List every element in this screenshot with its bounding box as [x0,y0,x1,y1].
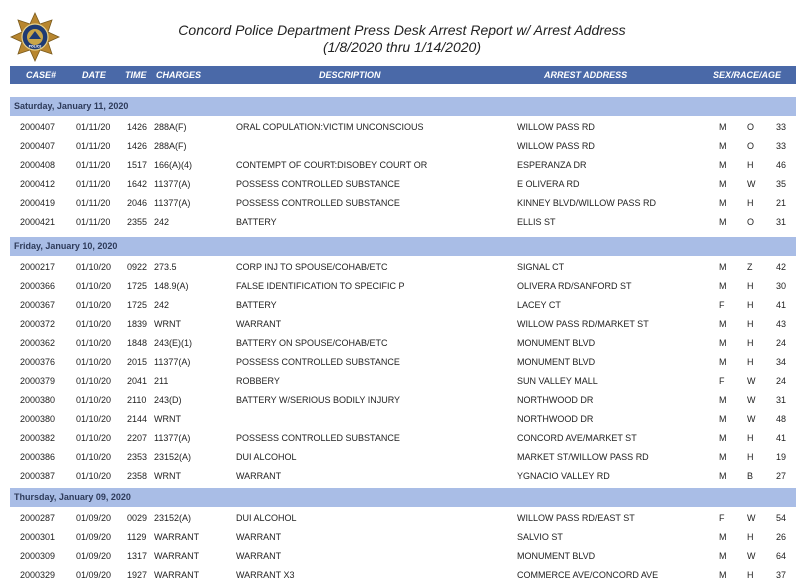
table-row [10,411,796,430]
arrest-time: 1642 [127,179,148,189]
arrest-address: YGNACIO VALLEY RD [517,471,610,481]
race: H [747,300,754,310]
age: 43 [776,319,787,329]
charge-code: 166(A)(4) [154,160,193,170]
arrest-address: WILLOW PASS RD [517,141,595,151]
col-sex-race-age: SEX/RACE/AGE [713,70,782,80]
case-number: 2000407 [20,122,56,132]
table-row [10,297,796,316]
charge-description: WARRANT [236,319,282,329]
arrest-time: 1725 [127,281,148,291]
charge-description: CORP INJ TO SPOUSE/COHAB/ETC [236,262,388,272]
table-row [10,567,796,586]
arrest-time: 1839 [127,319,148,329]
charge-code: 243(D) [154,395,182,405]
age: 34 [776,357,787,367]
arrest-date: 01/10/20 [76,395,112,405]
charge-description: BATTERY [236,217,277,227]
race: W [747,179,756,189]
sex: M [719,281,727,291]
sex: M [719,452,727,462]
arrest-time: 1317 [127,551,148,561]
section-saturday [10,84,796,233]
charge-code: 11377(A) [154,433,191,443]
arrest-date: 01/09/20 [76,513,112,523]
arrest-date: 01/10/20 [76,357,112,367]
arrest-time: 2046 [127,198,148,208]
sex: F [719,513,725,523]
arrest-time: 1517 [127,160,148,170]
arrest-time: 2110 [127,395,147,405]
table-row [10,259,796,278]
arrest-address: COMMERCE AVE/CONCORD AVE [517,570,659,580]
arrest-date: 01/11/20 [76,198,111,208]
charge-code: WRNT [154,471,181,481]
table-row [10,119,796,138]
race: W [747,513,756,523]
arrest-address: OLIVERA RD/SANFORD ST [517,281,632,291]
charge-description: POSSESS CONTROLLED SUBSTANCE [236,179,400,189]
col-description: DESCRIPTION [319,70,381,80]
section-friday [10,224,796,487]
case-number: 2000329 [20,570,56,580]
charge-code: 148.9(A) [154,281,189,291]
table-row [10,430,796,449]
age: 26 [776,532,787,542]
arrest-address: CONCORD AVE/MARKET ST [517,433,637,443]
arrest-date: 01/10/20 [76,262,112,272]
age: 33 [776,122,787,132]
section-rows [10,119,796,233]
race: H [747,532,754,542]
table-row [10,373,796,392]
race: H [747,160,754,170]
charge-description: BATTERY ON SPOUSE/COHAB/ETC [236,338,388,348]
age: 27 [776,471,787,481]
charge-description: WARRANT [236,471,282,481]
arrest-time: 2358 [127,471,148,481]
sex: M [719,262,727,272]
table-row [10,138,796,157]
age: 21 [776,198,787,208]
race: W [747,551,756,561]
sex: M [719,357,727,367]
charge-code: 288A(F) [154,141,187,151]
race: H [747,281,754,291]
section-rows [10,510,796,586]
charge-description: POSSESS CONTROLLED SUBSTANCE [236,433,400,443]
arrest-address: NORTHWOOD DR [517,414,594,424]
case-number: 2000372 [20,319,56,329]
arrest-date: 01/09/20 [76,551,112,561]
arrest-time: 0029 [127,513,148,523]
arrest-address: MONUMENT BLVD [517,338,596,348]
age: 42 [776,262,787,272]
case-number: 2000412 [20,179,56,189]
col-case: CASE# [26,70,57,80]
age: 30 [776,281,787,291]
case-number: 2000309 [20,551,56,561]
arrest-address: WILLOW PASS RD/EAST ST [517,513,635,523]
section-heading: Thursday, January 09, 2020 [10,488,796,507]
case-number: 2000376 [20,357,56,367]
charge-description: POSSESS CONTROLLED SUBSTANCE [236,198,400,208]
col-time: TIME [125,70,147,80]
charge-code: 288A(F) [154,122,187,132]
age: 31 [776,395,787,405]
case-number: 2000407 [20,141,56,151]
charge-description: FALSE IDENTIFICATION TO SPECIFIC P [236,281,405,291]
arrest-date: 01/10/20 [76,433,112,443]
charge-code: 23152(A) [154,452,192,462]
charge-code: WARRANT [154,551,200,561]
charge-code: 11377(A) [154,179,191,189]
race: O [747,217,755,227]
race: H [747,338,754,348]
charge-code: 273.5 [154,262,177,272]
case-number: 2000382 [20,433,56,443]
sex: M [719,338,727,348]
sex: F [719,300,725,310]
table-row [10,548,796,567]
arrest-address: E OLIVERA RD [517,179,580,189]
arrest-date: 01/11/20 [76,141,111,151]
report-date-range: (1/8/2020 thru 1/14/2020) [322,39,481,55]
age: 31 [776,217,787,227]
section-heading: Friday, January 10, 2020 [10,237,796,256]
arrest-address: MONUMENT BLVD [517,357,596,367]
sex: M [719,198,727,208]
charge-description: ROBBERY [236,376,280,386]
arrest-address: SALVIO ST [517,532,563,542]
arrest-time: 1426 [127,141,148,151]
case-number: 2000287 [20,513,56,523]
section-thursday [10,475,796,586]
case-number: 2000386 [20,452,56,462]
arrest-address: KINNEY BLVD/WILLOW PASS RD [517,198,657,208]
case-number: 2000419 [20,198,56,208]
arrest-date: 01/10/20 [76,376,112,386]
sex: M [719,395,727,405]
arrest-date: 01/10/20 [76,471,112,481]
charge-code: 243(E)(1) [154,338,193,348]
case-number: 2000367 [20,300,56,310]
race: H [747,433,754,443]
arrest-time: 2144 [127,414,148,424]
case-number: 2000421 [20,217,56,227]
arrest-address: ELLIS ST [517,217,556,227]
arrest-date: 01/11/20 [76,160,111,170]
table-row [10,449,796,468]
race: H [747,570,754,580]
charge-code: 211 [154,376,169,386]
sex: M [719,141,727,151]
race: W [747,414,756,424]
arrest-time: 1129 [127,532,147,542]
case-number: 2000387 [20,471,56,481]
age: 24 [776,338,787,348]
arrest-date: 01/11/20 [76,217,111,227]
race: O [747,122,755,132]
age: 35 [776,179,787,189]
arrest-address: SUN VALLEY MALL [517,376,598,386]
charge-code: WARRANT [154,532,200,542]
age: 48 [776,414,787,424]
age: 64 [776,551,787,561]
sex: M [719,433,727,443]
table-row [10,195,796,214]
charge-code: WRNT [154,414,181,424]
arrest-time: 2355 [127,217,148,227]
table-row [10,354,796,373]
case-number: 2000380 [20,414,56,424]
race: H [747,319,754,329]
race: O [747,141,755,151]
race: H [747,198,754,208]
sex: M [719,551,727,561]
arrest-time: 1848 [127,338,148,348]
case-number: 2000380 [20,395,56,405]
arrest-address: WILLOW PASS RD [517,122,595,132]
charge-description: DUI ALCOHOL [236,513,297,523]
charge-code: 242 [154,217,170,227]
arrest-date: 01/10/20 [76,452,112,462]
charge-description: CONTEMPT OF COURT:DISOBEY COURT OR [236,160,428,170]
charge-code: 242 [154,300,170,310]
sex: M [719,319,727,329]
section-heading: Saturday, January 11, 2020 [10,97,796,116]
arrest-time: 2041 [127,376,148,386]
col-address: ARREST ADDRESS [544,70,628,80]
charge-description: BATTERY W/SERIOUS BODILY INJURY [236,395,401,405]
charge-description: BATTERY [236,300,277,310]
table-row [10,335,796,354]
arrest-address: WILLOW PASS RD/MARKET ST [517,319,649,329]
arrest-date: 01/11/20 [76,122,111,132]
race: W [747,395,756,405]
table-row [10,510,796,529]
arrest-address: LACEY CT [517,300,561,310]
age: 54 [776,513,787,523]
sex: M [719,179,727,189]
sex: F [719,376,725,386]
race: H [747,357,754,367]
badge-text: POLICE [28,44,42,49]
arrest-date: 01/11/20 [76,179,111,189]
sex: M [719,532,727,542]
charge-code: WRNT [154,319,181,329]
sex: M [719,471,727,481]
charge-description: POSSESS CONTROLLED SUBSTANCE [236,357,400,367]
charge-description: WARRANT [236,532,282,542]
arrest-date: 01/10/20 [76,300,112,310]
age: 41 [776,300,787,310]
arrest-time: 2353 [127,452,148,462]
arrest-date: 01/10/20 [76,319,112,329]
table-row [10,529,796,548]
case-number: 2000301 [20,532,56,542]
arrest-time: 2015 [127,357,148,367]
arrest-time: 1426 [127,122,148,132]
age: 37 [776,570,787,580]
sex: M [719,160,727,170]
race: B [747,471,754,481]
sex: M [719,217,727,227]
case-number: 2000362 [20,338,56,348]
arrest-address: NORTHWOOD DR [517,395,594,405]
arrest-time: 1725 [127,300,148,310]
arrest-date: 01/10/20 [76,281,112,291]
col-charges: CHARGES [156,70,202,80]
charge-description: DUI ALCOHOL [236,452,297,462]
sex: M [719,414,727,424]
arrest-address: SIGNAL CT [517,262,565,272]
table-row [10,157,796,176]
table-row [10,278,796,297]
charge-code: 23152(A) [154,513,192,523]
table-row [10,176,796,195]
age: 46 [776,160,787,170]
arrest-date: 01/10/20 [76,414,112,424]
age: 24 [776,376,787,386]
report-title: Concord Police Department Press Desk Arrest Report w/ Arrest Address [178,22,626,38]
arrest-date: 01/10/20 [76,338,112,348]
arrest-time: 0922 [127,262,148,272]
arrest-address: MONUMENT BLVD [517,551,596,561]
race: Z [747,262,753,272]
charge-code: 11377(A) [154,198,191,208]
sex: M [719,570,727,580]
table-row [10,316,796,335]
section-rows [10,259,796,487]
charge-description: ORAL COPULATION:VICTIM UNCONSCIOUS [236,122,424,132]
arrest-address: MARKET ST/WILLOW PASS RD [517,452,649,462]
arrest-time: 1927 [127,570,148,580]
charge-description: WARRANT [236,551,282,561]
race: W [747,376,756,386]
case-number: 2000366 [20,281,56,291]
charge-description: WARRANT X3 [236,570,295,580]
col-date: DATE [82,70,106,80]
age: 33 [776,141,787,151]
case-number: 2000217 [20,262,56,272]
case-number: 2000379 [20,376,56,386]
column-header-bar [10,66,796,84]
arrest-address: ESPERANZA DR [517,160,587,170]
charge-code: WARRANT [154,570,200,580]
arrest-time: 2207 [127,433,148,443]
age: 19 [776,452,787,462]
case-number: 2000408 [20,160,56,170]
race: H [747,452,754,462]
arrest-date: 01/09/20 [76,532,112,542]
age: 41 [776,433,787,443]
charge-code: 11377(A) [154,357,191,367]
sex: M [719,122,727,132]
arrest-date: 01/09/20 [76,570,112,580]
table-row [10,392,796,411]
